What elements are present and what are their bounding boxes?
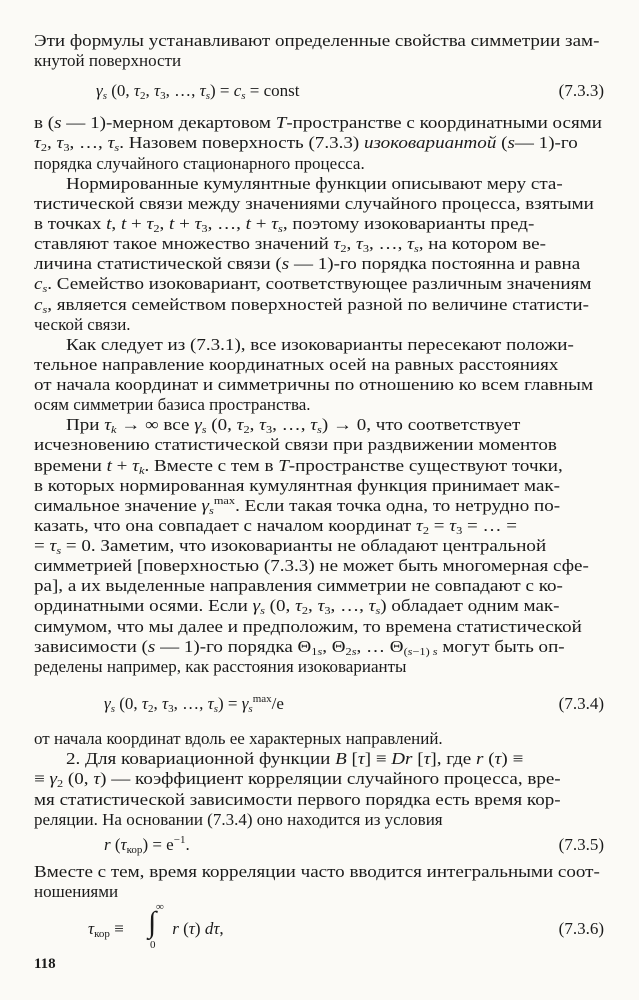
text-line: тистической связи между значениями случайного процесса, взятыми (34, 194, 594, 213)
text-line: в (s — 1)-мерном декартовом T-пространстве с координатными осями (34, 113, 602, 132)
text-line: от начала координат и симметричны по отношению ко всем главным (34, 375, 594, 394)
text-line: 2. Для ковариационной функции B [τ] ≡ Dr [τ], где r (τ) ≡ (66, 749, 524, 768)
text-line: ношениями (34, 882, 119, 901)
equation-number: (7.3.4) (558, 694, 604, 713)
text-line: осям симметрии базиса пространства. (34, 395, 311, 414)
text-line: ставляют такое множество значений $\tau_2$, $\tau_3$, …, $\tau_s$, на котором ве- (34, 234, 546, 255)
text-line: При $\tau_k$ → ∞ все $\gamma_s$ (0, $\tau_2$, $\tau_3$, …, $\tau_s) \to 0$, что соответствует (66, 415, 521, 436)
text-line: $c_s$. Семейство изоковариант, соответствующее различным значениям (34, 274, 592, 295)
text-line: исчезновению статистической связи при раздвижении моментов (34, 435, 557, 454)
text-line: личина статистической связи (s — 1)-го порядка постоянна и равна (34, 254, 581, 273)
text-line: $\tau_2$, $\tau_3$, …, $\tau_s$. Назовем поверхность (7.3.3) изоковариантой (s— 1)-го (34, 133, 578, 154)
text-line: симумом, что мы далее и предположим, то времена статистической (34, 617, 582, 636)
text-line: $c_s$, является семейством поверхностей разной по величине статисти- (34, 295, 589, 316)
text-line: Вместе с тем, время корреляции часто вводится интегральными соот- (34, 862, 600, 881)
equation-number: (7.3.6) (558, 919, 604, 938)
text-line: Нормированные кумулянтные функции описывают меру ста- (66, 174, 563, 193)
text-line: в которых нормированная кумулянтная функция принимает мак- (34, 476, 561, 495)
text-line: казать, что она совпадает с началом координат $\tau_2 = \tau_3$ = … = (34, 516, 518, 537)
text-line: симальное значение $\gamma_s^{max}$. Если такая точка одна, то нетрудно по- (34, 495, 561, 517)
text-line: ≡ $\gamma_2$ (0, τ) — коэффициент корреляции случайного процесса, вре- (34, 769, 561, 790)
equation-7-3-3: $\gamma_s$ (0, $\tau_2$, $\tau_3$, …, $\tau_s) = c_s$ = const (7.3.3) (34, 76, 606, 106)
equation-7-3-5: r $(\tau_{кор}) = e^{-1}$. (7.3.5) (34, 830, 606, 860)
text-line: в точках t, $t + \tau_2$, $t + \tau_3$, …, $t + \tau_s$, поэтому изоковарианты пред- (34, 214, 535, 235)
equation-number: (7.3.3) (558, 81, 604, 100)
equation-7-3-6: $\tau_{кор}$ ≡ ∫ ∞ 0 r (τ) dτ, (7.3.6) (88, 901, 604, 951)
text-line: ческой связи. (34, 315, 131, 334)
equation-7-3-4: $\gamma_s$ (0, $\tau_2$, $\tau_3$, …, $\tau_s) = \gamma_s^{max}/e$ (7.3.4) (34, 689, 606, 719)
text-line: Как следует из (7.3.1), все изоковарианты пересекают положи- (66, 335, 574, 354)
text-line: мя статистической зависимости первого порядка есть время кор- (34, 790, 561, 809)
text-line: от начала координат вдоль ее характерных направлений. (34, 729, 443, 748)
text-line: ра], а их выделенные направления симметрии не совпадают с ко- (34, 576, 563, 595)
text-line: времени $t + \tau_k$. Вместе с тем в T-пространстве существуют точки, (34, 456, 563, 477)
page-number: 118 (34, 956, 56, 972)
text-line: симметрией [поверхностью (7.3.3) не может быть многомерная сфе- (34, 556, 589, 575)
text-line: ределены например, как расстояния изоковарианты (34, 657, 407, 676)
text-line: реляции. На основании (7.3.4) оно находится из условия (34, 810, 443, 829)
text-line: кнутой поверхности (34, 51, 182, 70)
text-line: Эти формулы устанавливают определенные свойства симметрии зам- (34, 31, 600, 50)
text-line: ординатными осями. Если $\gamma_s$ (0, $\tau_2$, $\tau_3$, …, $\tau_s$) обладает одним мак- (34, 596, 560, 617)
equation-number: (7.3.5) (558, 835, 604, 854)
text-line: зависимости (s — 1)-го порядка $\Theta_{1s}$, $\Theta_{2s}$, … $\Theta_{(s-1) s}$ могут быть оп- (34, 637, 565, 658)
text-line: тельное направление координатных осей на равных расстояниях (34, 355, 559, 374)
text-line: порядка случайного стационарного процесса. (34, 154, 365, 173)
text-line: = $\tau_s = 0$. Заметим, что изоковарианты не обладают центральной (34, 536, 547, 557)
